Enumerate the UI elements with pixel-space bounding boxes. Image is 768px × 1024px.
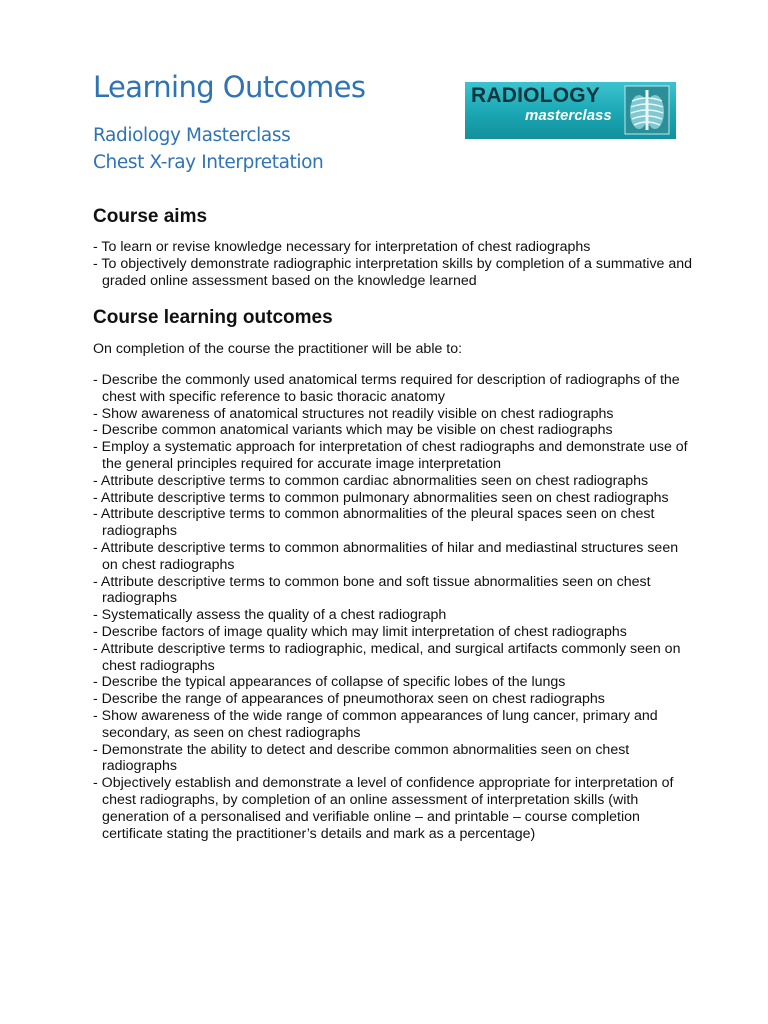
logo-wordmark: RADIOLOGY [471,84,600,107]
list-item: - Show awareness of the wide range of common appearances of lung cancer, primary and secondary, as seen on chest radiographs [93,707,658,741]
list-item: - Objectively establish and demonstrate a level of confidence appropriate for interpretation of chest radiographs, by completion of an online assessment of interpretation skills (with generation of a personalised and verifiable online – and printable – course completion certificate stating the practitioner’s details and mark as a percentage) [93,775,674,842]
list-item: - Employ a systematic approach for interpretation of chest radiographs and demonstrate use of the general principles required for accurate image interpretation [93,439,688,472]
list-item: - Describe the typical appearances of collapse of specific lobes of the lungs [93,674,566,691]
course-provider: Radiology Masterclass [93,125,291,146]
page-title: Learning Outcomes [93,70,366,104]
list-item: - Attribute descriptive terms to common pulmonary abnormalities seen on chest radiographs [93,489,669,506]
list-item: - Attribute descriptive terms to common cardiac abnormalities seen on chest radiographs [93,472,649,489]
course-name: Chest X-ray Interpretation [93,152,324,173]
list-item: - Describe common anatomical variants which may be visible on chest radiographs [93,422,613,439]
list-item: - Attribute descriptive terms to common abnormalities of the pleural spaces seen on chest radiographs [93,506,655,540]
list-item: - Attribute descriptive terms to common abnormalities of hilar and mediastinal structures seen on chest radiographs [93,539,679,573]
course-aims-heading: Course aims [93,206,208,227]
list-item: - Systematically assess the quality of a chest radiograph [93,607,447,624]
list-item: - Show awareness of anatomical structures not readily visible on chest radiographs [93,405,614,422]
logo-subtext: masterclass [525,107,612,124]
list-item: - Demonstrate the ability to detect and describe common abnormalities seen on chest radiographs [93,741,630,775]
course-aims-list [93,239,693,289]
list-item: - Attribute descriptive terms to common bone and soft tissue abnormalities seen on chest radiographs [93,573,651,607]
course-outcomes-heading: Course learning outcomes [93,307,333,328]
list-item: - To objectively demonstrate radiographic interpretation skills by completion of a summative and graded online assessment based on the knowledge learned [93,255,693,289]
radiology-masterclass-logo [465,82,676,139]
outcomes-intro: On completion of the course the practitioner will be able to: [93,341,463,357]
chest-xray-icon [624,85,670,135]
list-item: - Attribute descriptive terms to radiographic, medical, and surgical artifacts commonly seen on chest radiographs [93,640,681,674]
list-item: - Describe the range of appearances of pneumothorax seen on chest radiographs [93,691,605,708]
course-outcomes-list [93,372,693,842]
list-item: - Describe factors of image quality which may limit interpretation of chest radiographs [93,623,627,640]
list-item: - Describe the commonly used anatomical terms required for description of radiographs of the chest with specific reference to basic thoracic anatomy [93,372,680,405]
list-item: - To learn or revise knowledge necessary for interpretation of chest radiographs [93,239,591,255]
